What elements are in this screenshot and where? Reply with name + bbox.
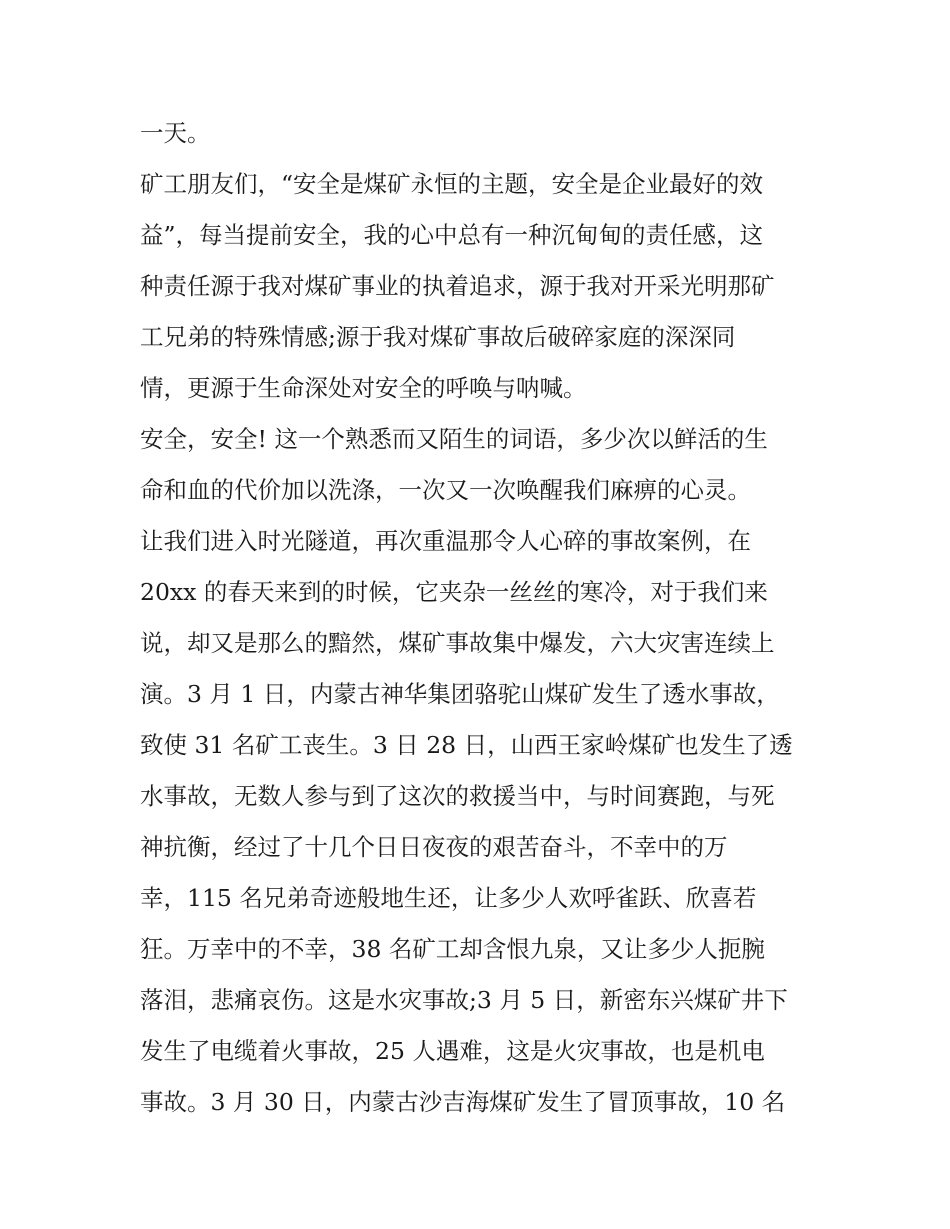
text-line: 狂。万幸中的不幸，38 名矿工却含恨九泉，又让多少人扼腕: [140, 935, 765, 963]
text-line: 幸，115 名兄弟奇迹般地生还，让多少人欢呼雀跃、欣喜若: [140, 884, 757, 912]
text-line: 演。3 月 1 日，内蒙古神华集团骆驼山煤矿发生了透水事故，: [140, 680, 780, 708]
text-line: 水事故，无数人参与到了这次的救援当中，与时间赛跑，与死: [140, 782, 775, 810]
text-line: 落泪，悲痛哀伤。这是水灾事故;3 月 5 日，新密东兴煤矿井下: [140, 986, 788, 1014]
text-line: 益”，每当提前安全，我的心中总有一种沉甸甸的责任感，这: [140, 221, 764, 249]
text-line: 致使 31 名矿工丧生。3 日 28 日，山西王家岭煤矿也发生了透: [140, 731, 793, 759]
text-line: 矿工朋友们，“安全是煤矿永恒的主题，安全是企业最好的效: [140, 170, 764, 198]
text-line: 情，更源于生命深处对安全的呼唤与呐喊。: [140, 374, 587, 402]
text-line: 20xx 的春天来到的时候，它夹杂一丝丝的寒冷，对于我们来: [140, 578, 768, 606]
text-line: 一天。: [140, 119, 211, 147]
text-line: 工兄弟的特殊情感;源于我对煤矿事故后破碎家庭的深深同: [140, 323, 736, 351]
text-line: 发生了电缆着火事故，25 人遇难，这是火灾事故，也是机电: [140, 1037, 765, 1065]
text-line: 安全，安全! 这一个熟悉而又陌生的词语，多少次以鲜活的生: [140, 425, 768, 453]
text-line: 命和血的代价加以洗涤，一次又一次唤醒我们麻痹的心灵。: [140, 476, 751, 504]
document-body: [140, 108, 820, 1128]
text-line: 说，却又是那么的黯然，煤矿事故集中爆发，六大灾害连续上: [140, 629, 775, 657]
text-line: 让我们进入时光隧道，再次重温那令人心碎的事故案例，在: [140, 527, 751, 555]
text-line: 种责任源于我对煤矿事业的执着追求，源于我对开采光明那矿: [140, 272, 775, 300]
text-line: 神抗衡，经过了十几个日日夜夜的艰苦奋斗，不幸中的万: [140, 833, 728, 861]
text-line: 事故。3 月 30 日，内蒙古沙吉海煤矿发生了冒顶事故，10 名: [140, 1088, 786, 1116]
